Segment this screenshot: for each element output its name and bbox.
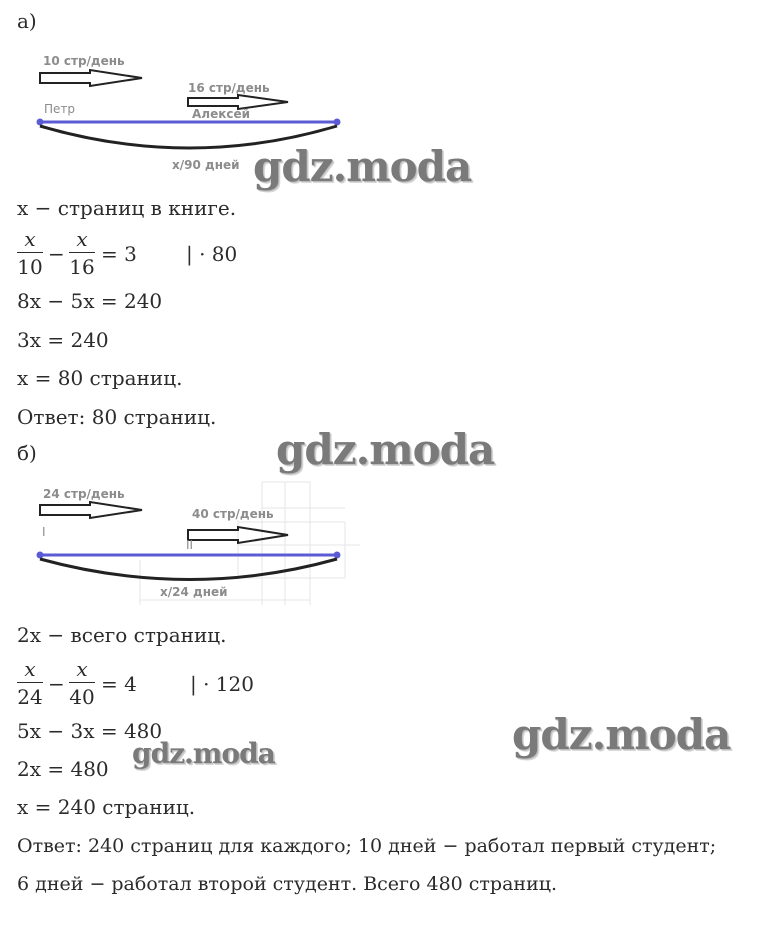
name-label-b1: I: [42, 525, 46, 539]
part-a-answer: Ответ: 80 страниц.: [17, 405, 217, 429]
part-a-line1: x − страниц в книге.: [17, 196, 237, 220]
fraction-b2-bar: [69, 682, 95, 683]
brace-label-b: x/24 дней: [160, 585, 228, 599]
mult-b: | · 120: [190, 672, 254, 696]
part-a-line3: 3x = 240: [17, 328, 109, 352]
fraction-b2-den: 40: [69, 685, 95, 709]
arrow-a1: [40, 70, 142, 86]
part-b-line4: x = 240 страниц.: [17, 795, 196, 819]
part-a-label: а): [17, 9, 37, 33]
speed-label-b1: 24 стр/день: [43, 487, 125, 501]
name-label-b2: II: [186, 538, 194, 552]
part-b-line3: 2x = 480: [17, 757, 109, 781]
fraction-a1-num: x: [24, 227, 36, 251]
fraction-a1-den: 10: [17, 255, 43, 279]
watermark-3: gdz.moda: [512, 710, 731, 759]
fraction-b1-bar: [17, 682, 43, 683]
part-b-label: б): [17, 441, 37, 465]
rhs-a: = 3: [101, 242, 137, 266]
fraction-a2-den: 16: [69, 255, 95, 279]
mult-a: | · 80: [186, 242, 238, 266]
segment-b-start: [37, 552, 44, 559]
fraction-b2-num: x: [76, 657, 88, 681]
part-b-answer1: Ответ: 240 страниц для каждого; 10 дней − работал первый студент;: [17, 835, 717, 857]
segment-a-end: [334, 119, 341, 126]
fraction-a2-num: x: [76, 227, 88, 251]
rhs-b: = 4: [101, 672, 137, 696]
fraction-a1-bar: [17, 252, 43, 253]
brace-b: [40, 559, 337, 580]
part-a-line2: 8x − 5x = 240: [17, 289, 163, 313]
fraction-a1: [17, 227, 43, 280]
part-a-line4: x = 80 страниц.: [17, 366, 183, 390]
speed-label-a2: 16 стр/день: [188, 81, 270, 95]
arrow-b1: [40, 502, 142, 518]
watermark-2: gdz.moda: [276, 425, 495, 474]
fraction-b2: [69, 657, 95, 710]
fraction-b1: [17, 657, 43, 710]
fraction-b1-num: x: [24, 657, 36, 681]
watermark-1: gdz.moda: [253, 142, 472, 191]
speed-label-b2: 40 стр/день: [192, 507, 274, 521]
part-b-line2: 5x − 3x = 480: [17, 719, 163, 743]
part-b-line1: 2x − всего страниц.: [17, 623, 227, 647]
watermark-4: gdz.moda: [132, 737, 275, 770]
fraction-a2: [69, 227, 95, 280]
name-label-a2: Алексей: [192, 107, 251, 121]
minus-a: −: [48, 242, 65, 266]
segment-a-start: [37, 119, 44, 126]
segment-b-end: [334, 552, 341, 559]
minus-b: −: [48, 672, 65, 696]
speed-label-a1: 10 стр/день: [43, 54, 125, 68]
fraction-b1-den: 24: [17, 685, 43, 709]
name-label-a1: Петр: [44, 102, 76, 116]
part-b-answer2: 6 дней − работал второй студент. Всего 480 страниц.: [17, 873, 558, 895]
brace-label-a: x/90 дней: [172, 158, 240, 172]
fraction-a2-bar: [69, 252, 95, 253]
